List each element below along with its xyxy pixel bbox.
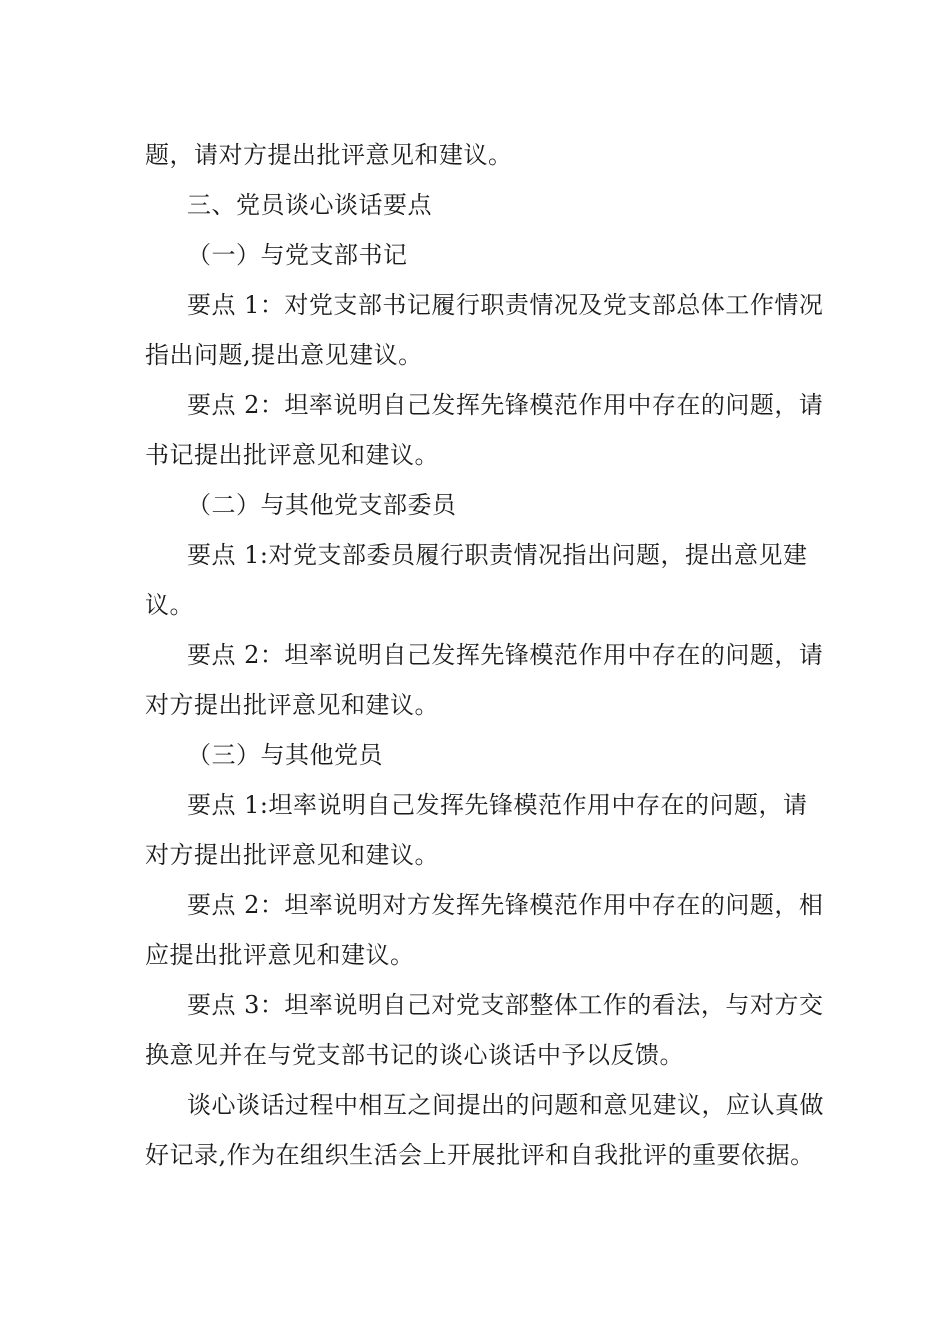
paragraph-point-2-1: 要点 1:对党支部委员履行职责情况指出问题，提出意见建议。 xyxy=(145,541,808,619)
subsection-heading-1: （一）与党支部书记 xyxy=(187,241,408,269)
paragraph-continuation: 题，请对方提出批评意见和建议。 xyxy=(145,141,513,169)
paragraph-closing: 谈心谈话过程中相互之间提出的问题和意见建议，应认真做好记录,作为在组织生活会上开展批评和自我批评的重要依据。 xyxy=(145,1091,824,1169)
paragraph-point-3-3: 要点 3：坦率说明自己对党支部整体工作的看法，与对方交换意见并在与党支部书记的谈心谈话中予以反馈。 xyxy=(145,991,824,1069)
paragraph-point-3-1: 要点 1:坦率说明自己发挥先锋模范作用中存在的问题，请对方提出批评意见和建议。 xyxy=(145,791,808,869)
paragraph-point-3-2: 要点 2：坦率说明对方发挥先锋模范作用中存在的问题，相应提出批评意见和建议。 xyxy=(145,891,824,969)
subsection-heading-3: （三）与其他党员 xyxy=(187,741,383,769)
paragraph-point-1-1: 要点 1：对党支部书记履行职责情况及党支部总体工作情况指出问题,提出意见建议。 xyxy=(145,291,824,369)
paragraph-point-2-2: 要点 2：坦率说明自己发挥先锋模范作用中存在的问题，请对方提出批评意见和建议。 xyxy=(145,641,824,719)
paragraph-point-1-2: 要点 2：坦率说明自己发挥先锋模范作用中存在的问题，请书记提出批评意见和建议。 xyxy=(145,391,824,469)
section-heading: 三、党员谈心谈话要点 xyxy=(187,191,432,219)
document-body xyxy=(145,130,825,1180)
subsection-heading-2: （二）与其他党支部委员 xyxy=(187,491,457,519)
